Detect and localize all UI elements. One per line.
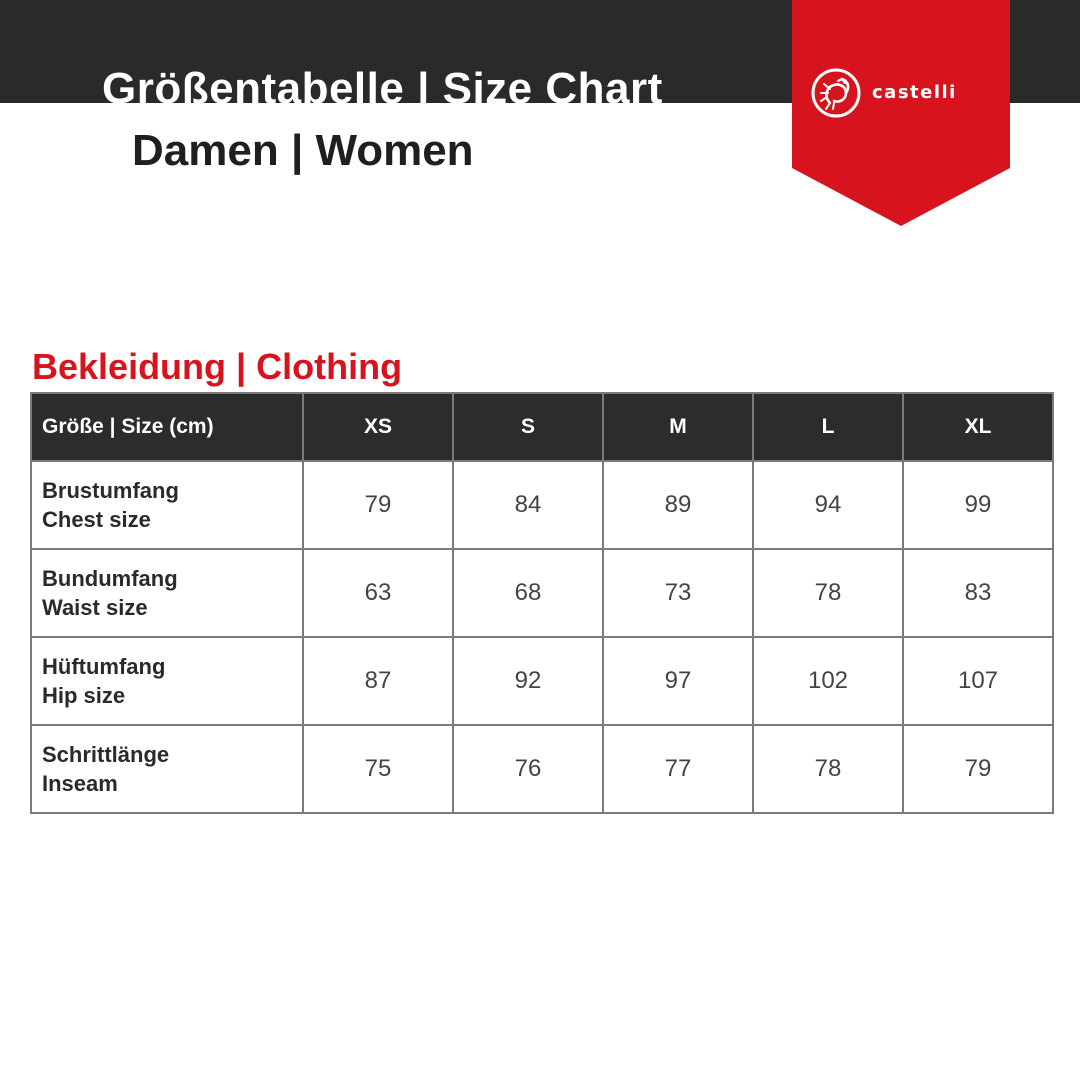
table-cell: 76 <box>453 725 603 813</box>
brand-logo-banner <box>792 0 1010 226</box>
row-label-en: Hip size <box>42 683 126 708</box>
table-cell: 75 <box>303 725 453 813</box>
size-column-header: XL <box>903 393 1053 461</box>
brand-wordmark: castelli <box>872 82 957 103</box>
table-cell: 89 <box>603 461 753 549</box>
table-row <box>31 637 1053 725</box>
row-label-de: Brustumfang <box>42 478 179 503</box>
table-cell: 94 <box>753 461 903 549</box>
table-cell: 79 <box>303 461 453 549</box>
table-row <box>31 461 1053 549</box>
row-label-en: Inseam <box>42 771 118 796</box>
row-label-de: Schrittlänge <box>42 742 170 767</box>
row-label <box>31 725 303 813</box>
row-label-en: Chest size <box>42 507 151 532</box>
row-label-de: Hüftumfang <box>42 654 166 679</box>
row-label <box>31 461 303 549</box>
size-column-header: M <box>603 393 753 461</box>
table-cell: 79 <box>903 725 1053 813</box>
page-title: Größentabelle | Size Chart <box>102 64 663 113</box>
size-column-header: S <box>453 393 603 461</box>
table-row <box>31 549 1053 637</box>
table-cell: 78 <box>753 549 903 637</box>
table-cell: 77 <box>603 725 753 813</box>
table-cell: 99 <box>903 461 1053 549</box>
table-cell: 97 <box>603 637 753 725</box>
table-cell: 102 <box>753 637 903 725</box>
row-label-de: Bundumfang <box>42 566 178 591</box>
size-table <box>30 392 1054 814</box>
table-header-row <box>31 393 1053 461</box>
table-row <box>31 725 1053 813</box>
table-cell: 83 <box>903 549 1053 637</box>
table-cell: 78 <box>753 725 903 813</box>
row-label <box>31 637 303 725</box>
size-column-header: XS <box>303 393 453 461</box>
banner-shape <box>792 0 1010 226</box>
row-label <box>31 549 303 637</box>
table-cell: 63 <box>303 549 453 637</box>
table-cell: 73 <box>603 549 753 637</box>
table-cell: 87 <box>303 637 453 725</box>
table-cell: 68 <box>453 549 603 637</box>
table-cell: 107 <box>903 637 1053 725</box>
section-heading: Bekleidung | Clothing <box>32 346 403 387</box>
row-label-en: Waist size <box>42 595 148 620</box>
table-cell: 92 <box>453 637 603 725</box>
table-cell: 84 <box>453 461 603 549</box>
page-subtitle: Damen | Women <box>132 126 474 175</box>
table-corner-header: Größe | Size (cm) <box>31 393 303 461</box>
size-column-header: L <box>753 393 903 461</box>
